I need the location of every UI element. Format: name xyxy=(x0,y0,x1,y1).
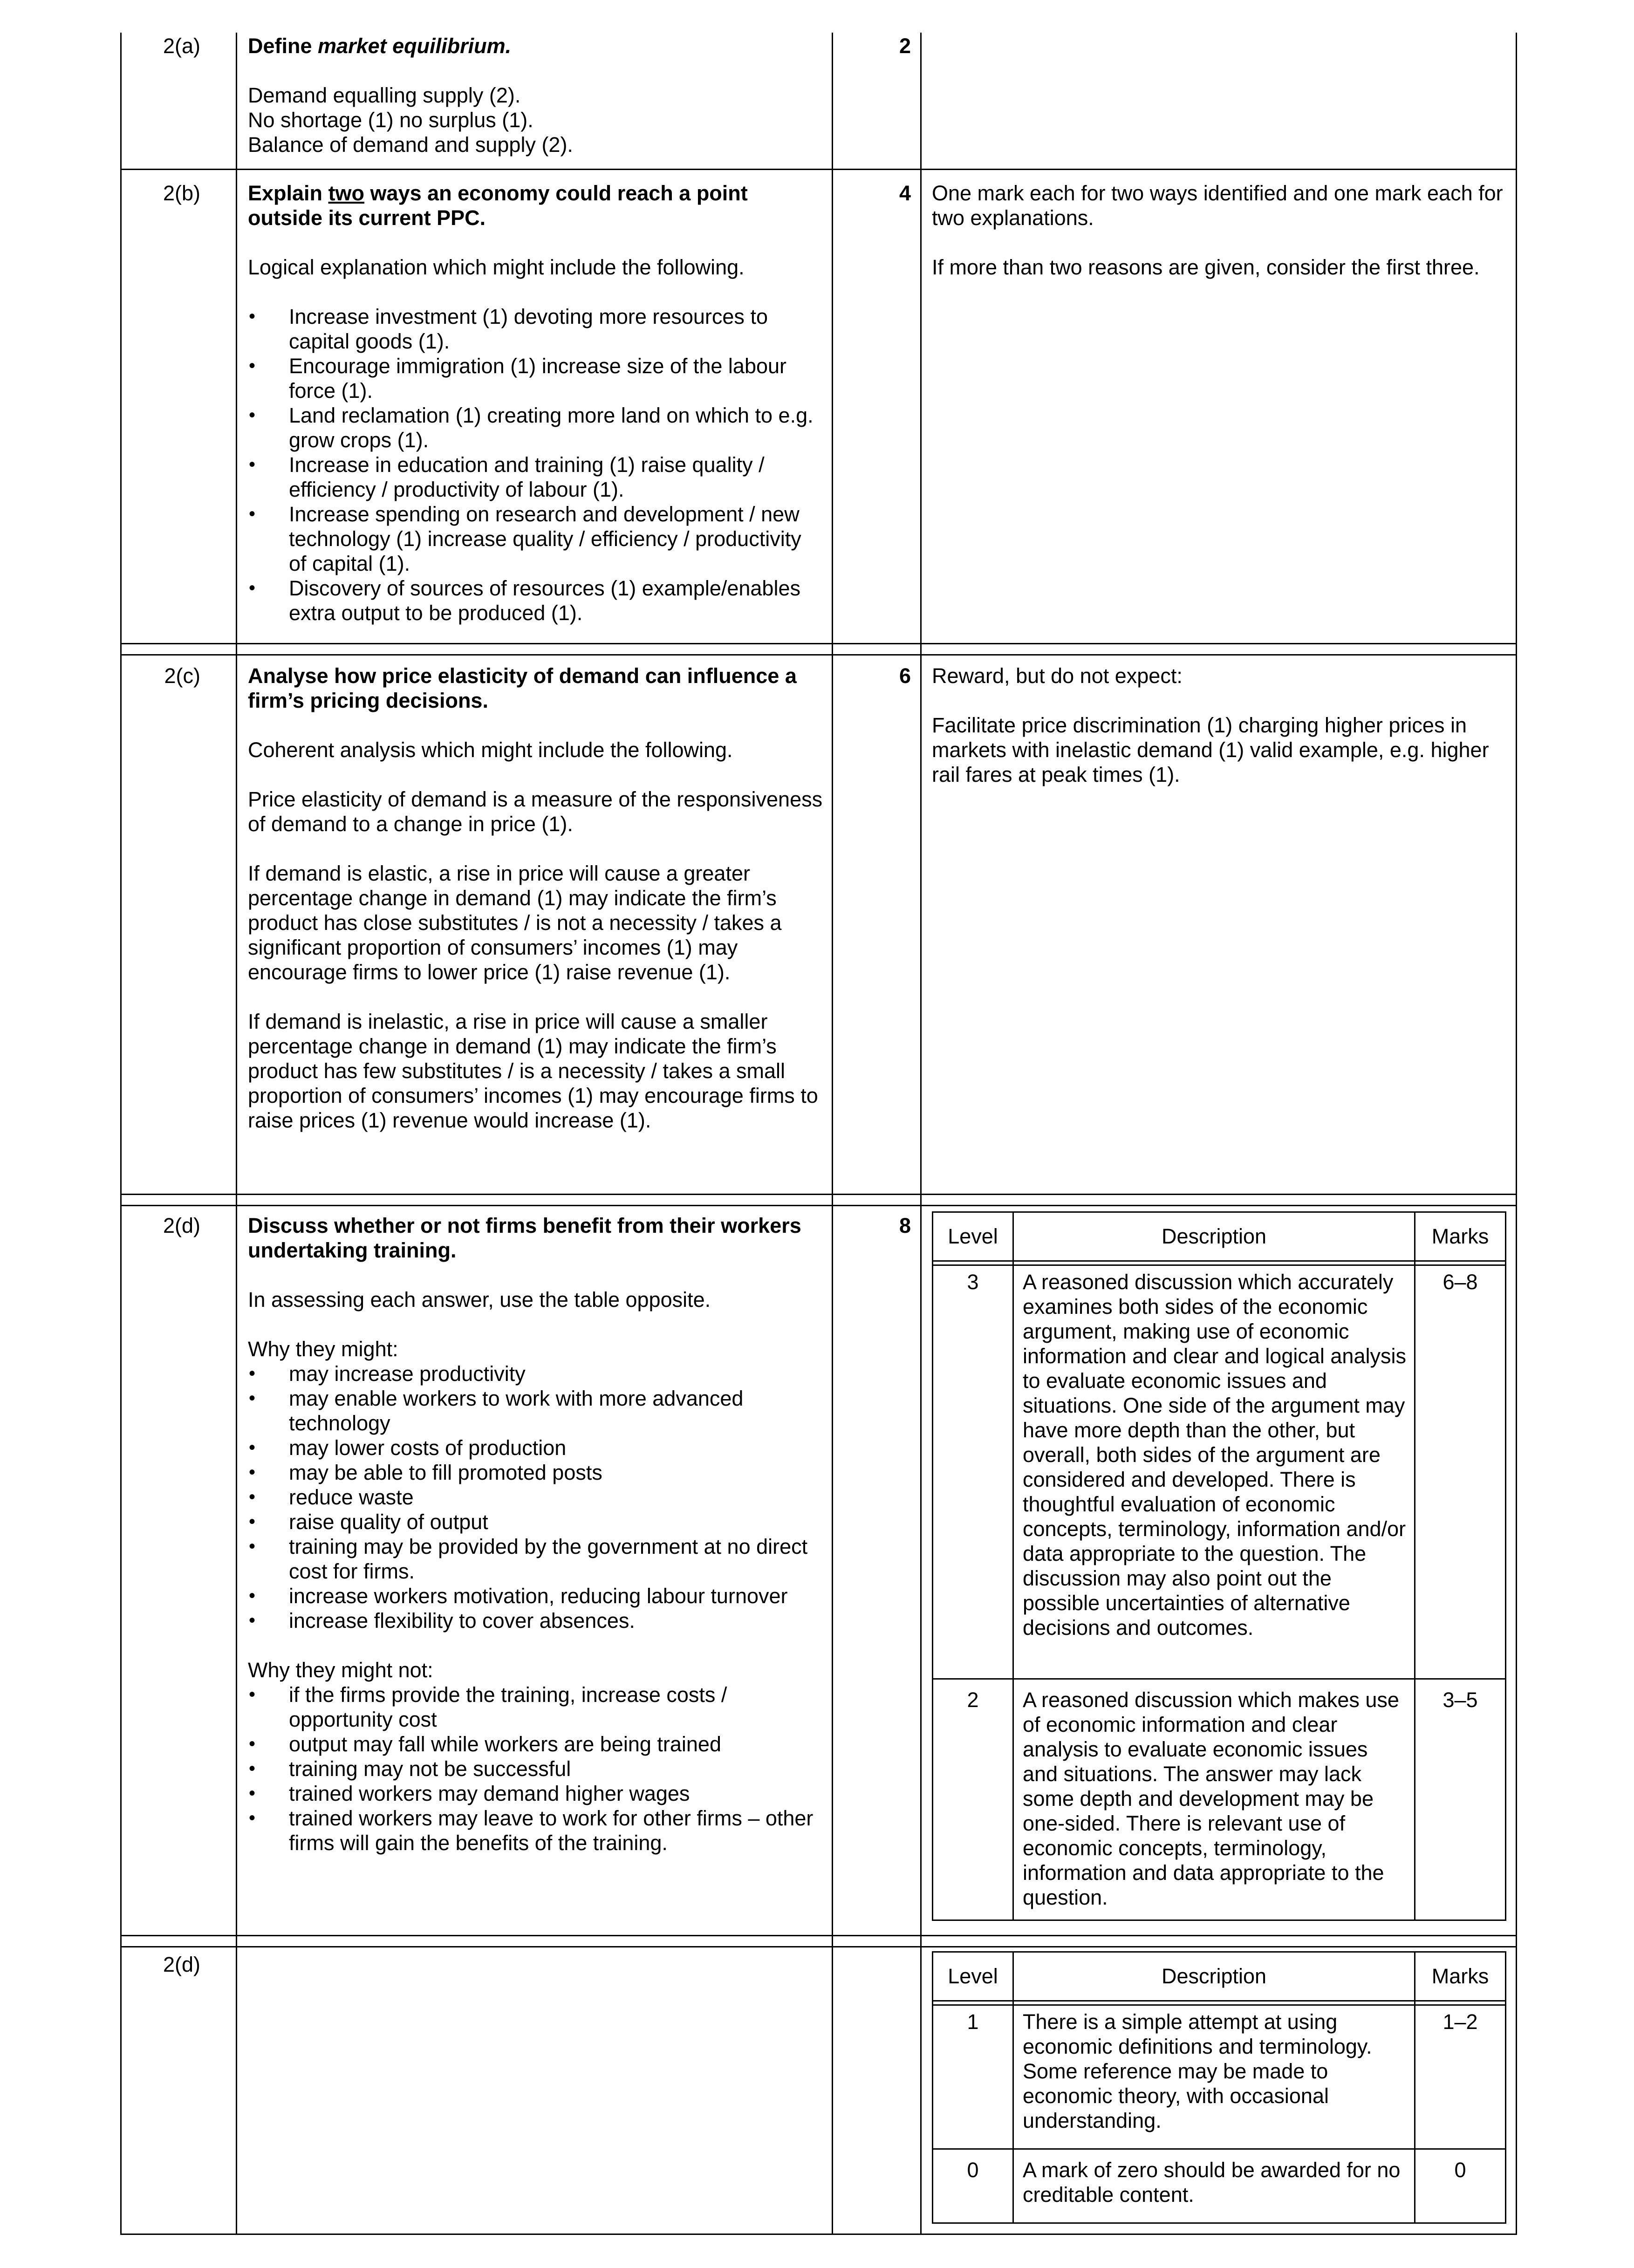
for-heading: Why they might: xyxy=(248,1337,398,1361)
question-text: Explain two ways an economy could reach a point outside its current PPC. xyxy=(248,181,748,230)
table-cell-level: 1 xyxy=(967,2010,979,2034)
paragraph: If demand is elastic, a rise in price will cause a greater percentage change in demand (1) may indicate the firm’s product has close substitutes / is not a necessity / takes a significant proportion of consumers’ incomes (1) may encourage firms to lower price (1) raise revenue (1). xyxy=(248,861,782,984)
guidance-text: Reward, but do not expect: xyxy=(932,664,1183,688)
list-item: • trained workers may leave to work for other firms – other firms will gain the benefits of the training. xyxy=(248,1806,823,1855)
question-number: 2(a) xyxy=(163,34,200,58)
row-separator xyxy=(120,1946,1517,1947)
guidance-text: Facilitate price discrimination (1) charging higher prices in markets with inelastic demand (1) valid example, e.g. higher rail fares at peak times (1). xyxy=(932,713,1489,786)
table-border-right xyxy=(1516,33,1517,2235)
table-cell-marks: 6–8 xyxy=(1443,1270,1478,1294)
list-item: • Increase in education and training (1) raise quality / efficiency / productivity of labour (1). xyxy=(248,452,823,502)
table-header-divider xyxy=(933,2000,1505,2006)
table-header-marks: Marks xyxy=(1431,1224,1489,1248)
against-bullet-list xyxy=(248,1682,823,1855)
question-number: 2(d) xyxy=(163,1953,200,1976)
list-item: • Discovery of sources of resources (1) example/enables extra output to be produced (1). xyxy=(248,576,823,625)
list-item: • reduce waste xyxy=(248,1485,823,1510)
table-header-level: Level xyxy=(948,1224,998,1248)
table-cell-description: A mark of zero should be awarded for no creditable content. xyxy=(1023,2158,1401,2207)
list-item: • training may be provided by the government at no direct cost for firms. xyxy=(248,1534,823,1584)
table-header-level: Level xyxy=(948,1964,998,1988)
question-number: 2(d) xyxy=(163,1214,200,1237)
question-text: Discuss whether or not firms benefit from their workers undertaking training. xyxy=(248,1214,801,1262)
list-item: • Increase investment (1) devoting more resources to capital goods (1). xyxy=(248,304,823,354)
marks-value: 8 xyxy=(899,1214,911,1237)
row-separator xyxy=(120,654,1517,656)
marks-value: 4 xyxy=(899,181,911,205)
list-item: • increase workers motivation, reducing labour turnover xyxy=(248,1584,823,1608)
level-descriptor-table xyxy=(932,1211,1506,1921)
row-separator xyxy=(120,1935,1517,1936)
table-header-description: Description xyxy=(1161,1224,1267,1248)
question-number: 2(b) xyxy=(163,181,200,205)
list-item: • training may not be successful xyxy=(248,1756,823,1781)
answer-line: No shortage (1) no surplus (1). xyxy=(248,108,533,132)
row-separator xyxy=(120,643,1517,644)
for-bullet-list xyxy=(248,1361,823,1633)
table-column-divider xyxy=(1012,1953,1014,2222)
question-2b-content xyxy=(248,181,823,625)
question-text: Define market equilibrium. xyxy=(248,34,512,58)
question-number: 2(c) xyxy=(164,664,200,688)
answer-bullet-list xyxy=(248,304,823,625)
paragraph: If demand is inelastic, a rise in price will cause a smaller percentage change in demand (1) may indicate the firm’s product has few substitutes / is a necessity / takes a small proportion of consumers’ incomes (1) may encourage firms to raise prices (1) revenue would increase (1). xyxy=(248,1010,818,1132)
column-divider-marks xyxy=(832,33,833,2235)
list-item: • increase flexibility to cover absences. xyxy=(248,1608,823,1633)
table-cell-marks: 3–5 xyxy=(1443,1688,1478,1712)
table-row-divider xyxy=(933,2148,1505,2150)
marks-value: 6 xyxy=(899,664,911,688)
guidance-text: If more than two reasons are given, consider the first three. xyxy=(932,255,1480,279)
guidance-2c xyxy=(932,663,1510,787)
question-2a-content xyxy=(248,34,823,157)
list-item: • if the firms provide the training, increase costs / opportunity cost xyxy=(248,1682,823,1732)
question-2c-content xyxy=(248,663,823,1133)
table-column-divider xyxy=(1414,1213,1415,1920)
list-item: • Increase spending on research and development / new technology (1) increase quality / efficiency / productivity of capital (1). xyxy=(248,502,823,576)
question-2d-content xyxy=(248,1213,823,1855)
table-cell-description: There is a simple attempt at using economic definitions and terminology. Some reference may be made to economic theory, with occasional understanding. xyxy=(1023,2010,1372,2132)
intro-text: In assessing each answer, use the table opposite. xyxy=(248,1288,711,1312)
answer-line: Demand equalling supply (2). xyxy=(248,83,521,107)
list-item: • Land reclamation (1) creating more land on which to e.g. grow crops (1). xyxy=(248,403,823,452)
table-border-left xyxy=(120,33,122,2235)
list-item: • raise quality of output xyxy=(248,1510,823,1534)
table-cell-marks: 0 xyxy=(1454,2158,1466,2182)
intro-text: Logical explanation which might include the following. xyxy=(248,255,745,279)
list-item: • may lower costs of production xyxy=(248,1435,823,1460)
table-column-divider xyxy=(1012,1213,1014,1920)
answer-line: Balance of demand and supply (2). xyxy=(248,133,573,157)
row-separator xyxy=(120,1194,1517,1195)
question-text: Analyse how price elasticity of demand can influence a firm’s pricing decisions. xyxy=(248,664,797,712)
against-heading: Why they might not: xyxy=(248,1658,433,1682)
table-cell-level: 3 xyxy=(967,1270,979,1294)
table-row-divider xyxy=(933,1678,1505,1680)
row-separator xyxy=(120,169,1517,170)
table-cell-level: 0 xyxy=(967,2158,979,2182)
marks-value: 2 xyxy=(899,34,911,58)
table-cell-description: A reasoned discussion which accurately examines both sides of the economic argument, making use of economic information and clear and logical analysis to evaluate economic issues and situations. One side of the argument may have more depth than the other, but overall, both sides of the argument are considered and developed. There is thoughtful evaluation of economic concepts, terminology, information and/or data appropriate to the question. The discussion may also point out the possible uncertainties of alternative decisions and outcomes. xyxy=(1023,1270,1406,1640)
table-header-marks: Marks xyxy=(1431,1964,1489,1988)
list-item: • may be able to fill promoted posts xyxy=(248,1460,823,1485)
table-cell-level: 2 xyxy=(967,1688,979,1712)
level-descriptor-table-continued xyxy=(932,1951,1506,2224)
column-divider-guidance xyxy=(920,33,922,2235)
table-border-bottom xyxy=(120,2234,1517,2235)
list-item: • may increase productivity xyxy=(248,1361,823,1386)
table-header-description: Description xyxy=(1161,1964,1267,1988)
list-item: • Encourage immigration (1) increase size of the labour force (1). xyxy=(248,354,823,403)
paragraph: Coherent analysis which might include the following. xyxy=(248,738,733,762)
list-item: • output may fall while workers are being trained xyxy=(248,1732,823,1756)
table-cell-description: A reasoned discussion which makes use of economic information and clear analysis to evaluate economic issues and situations. The answer may lack some depth and development may be one-sided. There is relevant use of economic concepts, terminology, information and data appropriate to the question. xyxy=(1023,1688,1399,1909)
list-item: • may enable workers to work with more advanced technology xyxy=(248,1386,823,1435)
paragraph: Price elasticity of demand is a measure of the responsiveness of demand to a change in price (1). xyxy=(248,787,823,836)
table-cell-marks: 1–2 xyxy=(1443,2010,1478,2034)
column-divider-question xyxy=(236,33,237,2235)
row-separator xyxy=(120,1205,1517,1206)
guidance-2b xyxy=(932,181,1510,280)
table-header-divider xyxy=(933,1260,1505,1266)
guidance-text: One mark each for two ways identified and one mark each for two explanations. xyxy=(932,181,1503,230)
list-item: • trained workers may demand higher wages xyxy=(248,1781,823,1806)
